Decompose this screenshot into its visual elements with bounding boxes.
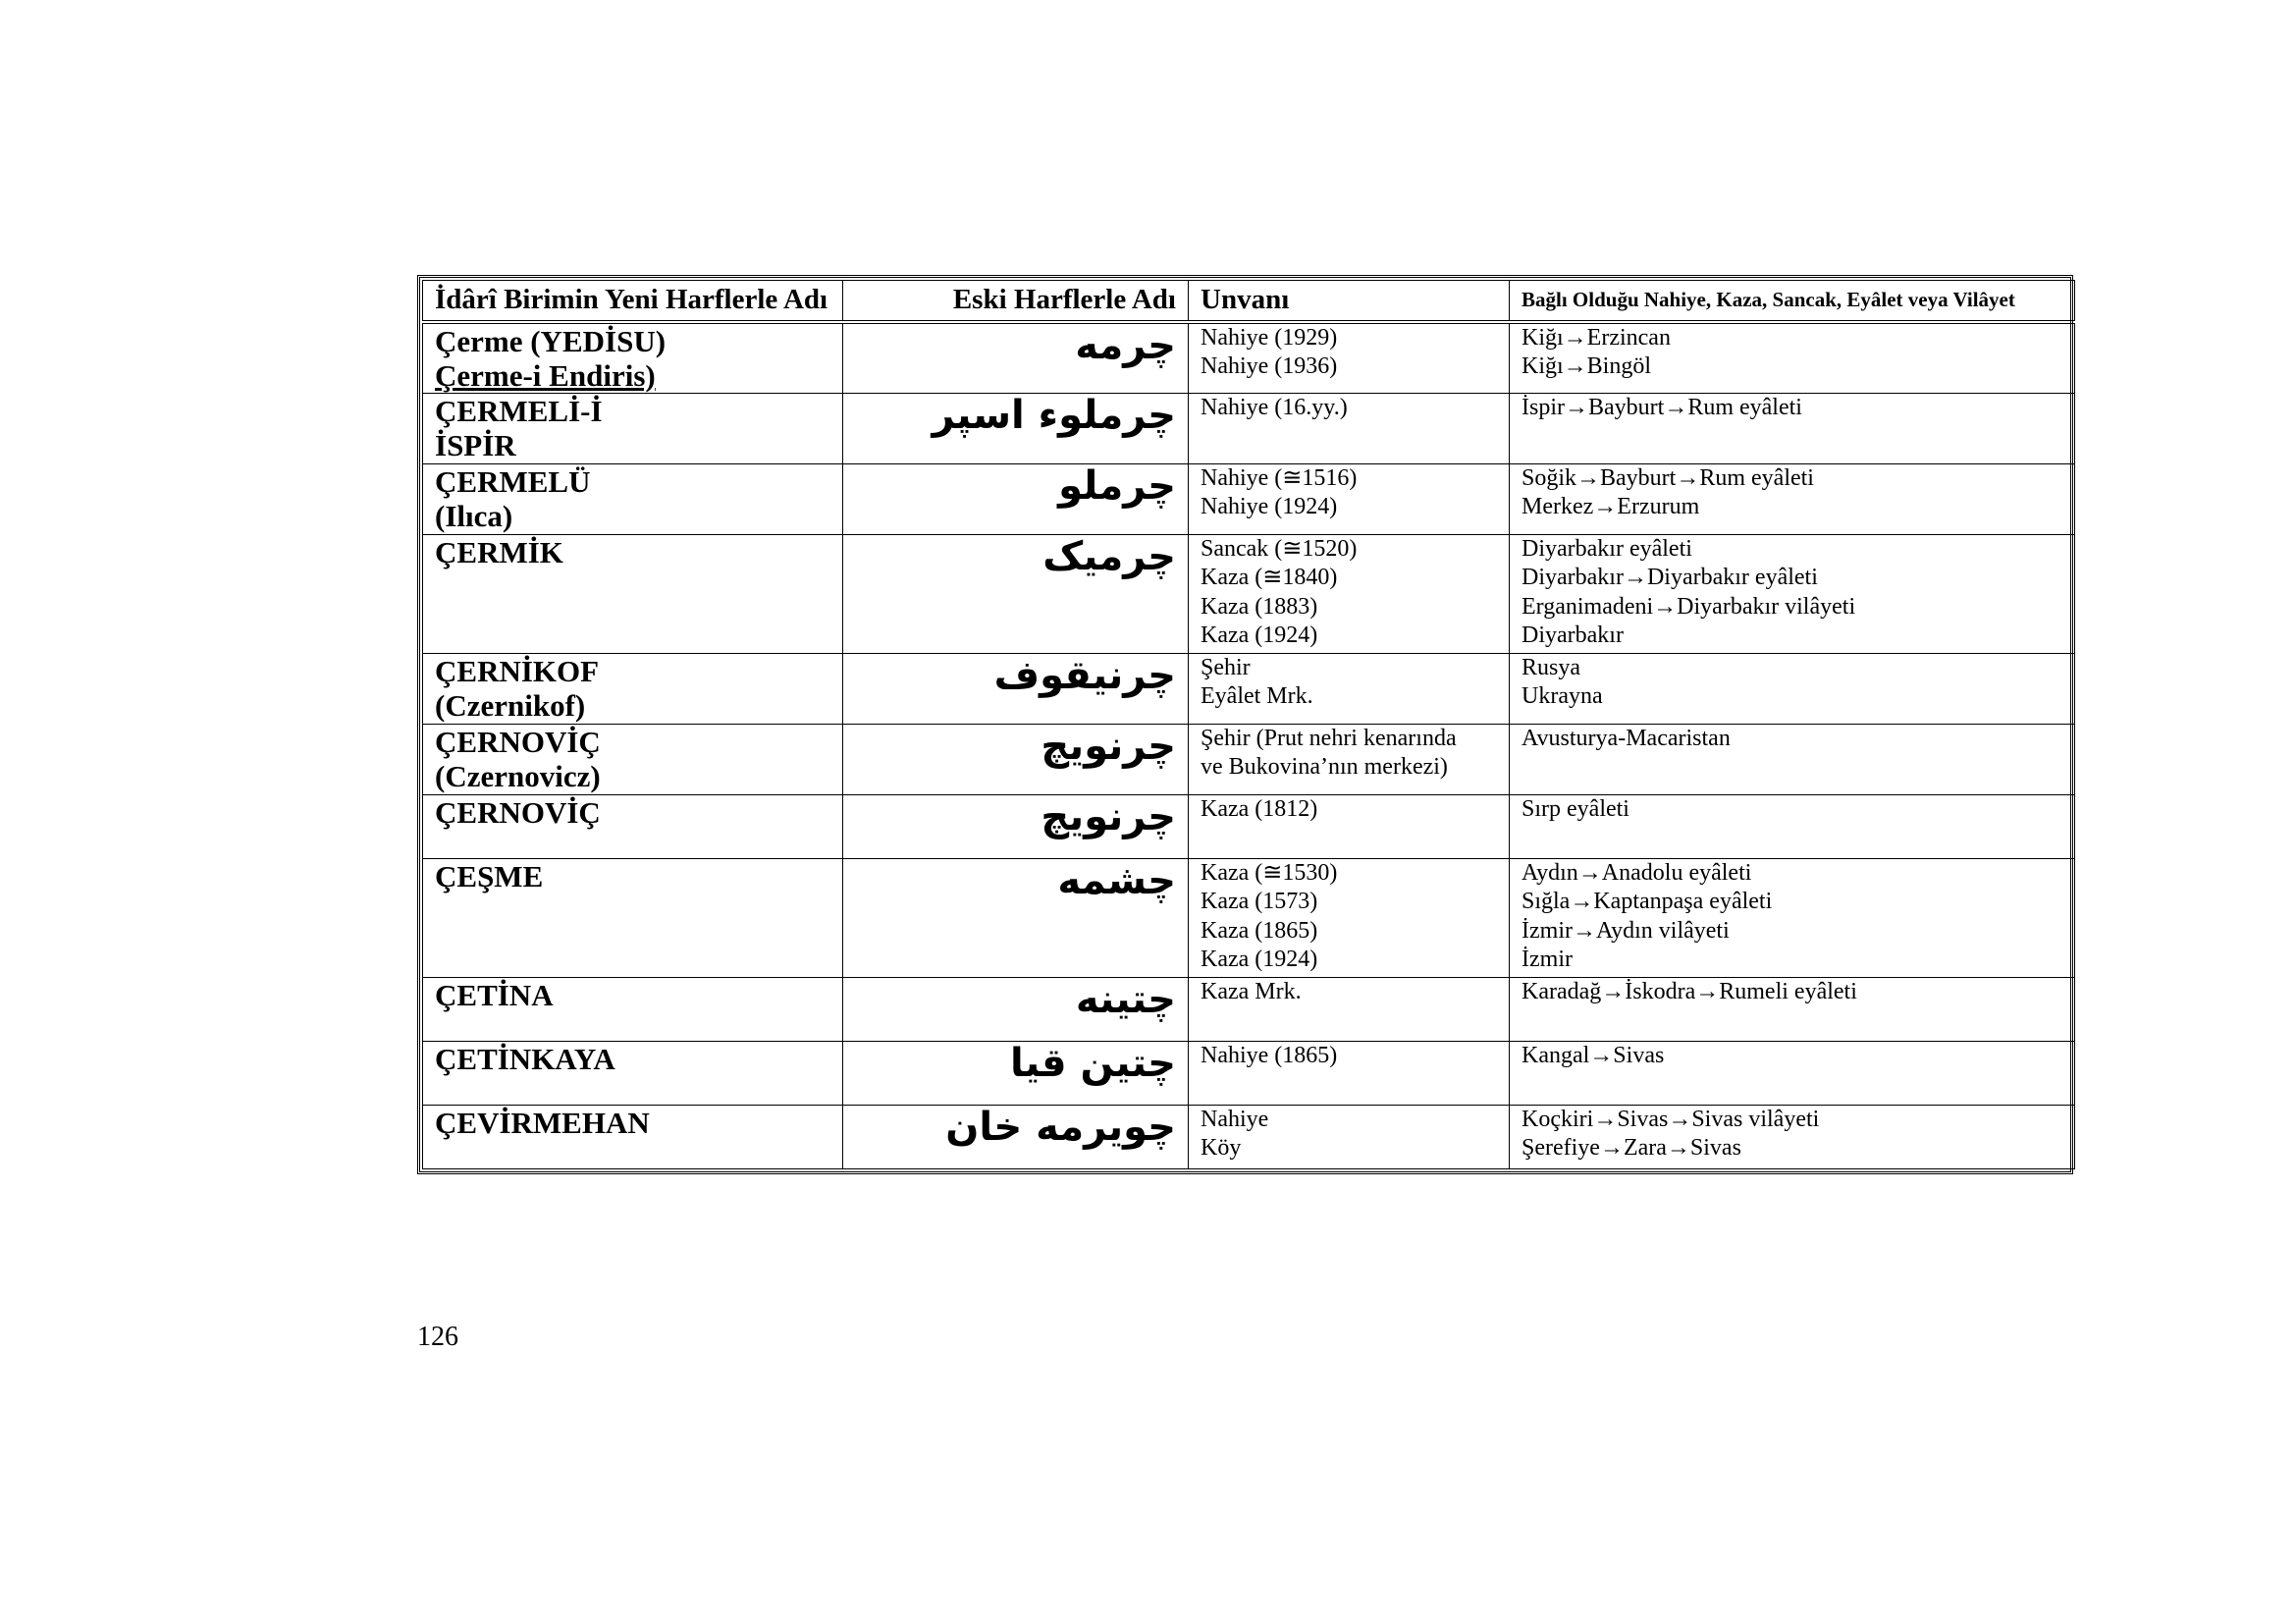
ottoman-script-name: چرنویچ bbox=[1041, 793, 1176, 839]
cell-old-name bbox=[843, 1105, 1189, 1168]
cell-new-name bbox=[423, 794, 843, 858]
name-line: ÇERNOVİÇ bbox=[435, 724, 601, 759]
cell-parent bbox=[1510, 794, 2075, 858]
cell-parent bbox=[1510, 653, 2075, 724]
cell-parent bbox=[1510, 534, 2075, 653]
title-line: Nahiye (1929) bbox=[1201, 324, 1338, 351]
cell-title bbox=[1189, 653, 1510, 724]
title-line: Nahiye (1936) bbox=[1201, 353, 1338, 379]
title-line: Şehir (Prut nehri kenarında bbox=[1201, 725, 1457, 751]
cell-parent bbox=[1510, 1105, 2075, 1168]
ottoman-script-name: چرمه bbox=[1075, 322, 1176, 368]
parent-line: Kiğı→Bingöl bbox=[1522, 353, 1652, 379]
name-line: İSPİR bbox=[435, 427, 516, 462]
cell-new-name bbox=[423, 724, 843, 794]
title-line: Sancak (≅1520) bbox=[1201, 535, 1358, 562]
table-row bbox=[423, 1041, 2075, 1105]
cell-new-name bbox=[423, 322, 843, 394]
title-line: Kaza (1865) bbox=[1201, 917, 1318, 944]
parent-line: İzmir→Aydın vilâyeti bbox=[1522, 917, 1730, 944]
title-line: ve Bukovina’nın merkezi) bbox=[1201, 754, 1448, 780]
cell-old-name bbox=[843, 653, 1189, 724]
cell-new-name bbox=[423, 463, 843, 534]
name-line: (Czernovicz) bbox=[435, 758, 601, 793]
name-line: ÇERNOVİÇ bbox=[435, 794, 601, 830]
cell-title bbox=[1189, 534, 1510, 653]
title-line: Kaza (1812) bbox=[1201, 795, 1318, 822]
title-line: Kaza (1924) bbox=[1201, 947, 1318, 972]
parent-line: Diyarbakır→Diyarbakır eyâleti bbox=[1522, 565, 1818, 590]
header-old-name: Eski Harflerle Adı bbox=[843, 281, 1189, 322]
cell-old-name bbox=[843, 794, 1189, 858]
name-line: ÇETİNA bbox=[435, 977, 554, 1012]
cell-title bbox=[1189, 463, 1510, 534]
title-line: Kaza (≅1840) bbox=[1201, 565, 1338, 590]
title-line: Köy bbox=[1201, 1135, 1242, 1161]
ottoman-script-name: چویرمه خان bbox=[945, 1104, 1176, 1150]
gazetteer-table-frame bbox=[417, 275, 2073, 1174]
name-line: (Ilıca) bbox=[435, 498, 513, 533]
parent-line: Şerefiye→Zara→Sivas bbox=[1522, 1135, 1741, 1161]
name-line: ÇERMELÜ bbox=[435, 463, 591, 499]
cell-title bbox=[1189, 1041, 1510, 1105]
parent-line: Aydın→Anadolu eyâleti bbox=[1522, 859, 1752, 886]
name-line: ÇERMELİ-İ bbox=[435, 393, 603, 428]
cell-title bbox=[1189, 393, 1510, 463]
parent-line: Sığla→Kaptanpaşa eyâleti bbox=[1522, 889, 1773, 914]
header-new-name: İdârî Birimin Yeni Harflerle Adı bbox=[423, 281, 843, 322]
parent-line: Karadağ→İskodra→Rumeli eyâleti bbox=[1522, 978, 1857, 1004]
name-line: ÇERNİKOF bbox=[435, 653, 600, 688]
cell-old-name bbox=[843, 463, 1189, 534]
cell-new-name bbox=[423, 393, 843, 463]
name-line: ÇEVİRMEHAN bbox=[435, 1105, 650, 1140]
table-row bbox=[423, 794, 2075, 858]
ottoman-script-name: چرنیقوف bbox=[993, 652, 1176, 698]
cell-old-name bbox=[843, 534, 1189, 653]
cell-old-name bbox=[843, 858, 1189, 977]
table-header-row bbox=[423, 281, 2075, 322]
cell-title bbox=[1189, 977, 1510, 1041]
parent-line: Erganimadeni→Diyarbakır vilâyeti bbox=[1522, 593, 1856, 620]
cell-old-name bbox=[843, 977, 1189, 1041]
title-line: Şehir bbox=[1201, 654, 1251, 680]
cell-parent bbox=[1510, 1041, 2075, 1105]
cell-parent bbox=[1510, 724, 2075, 794]
cell-parent bbox=[1510, 977, 2075, 1041]
name-line: (Czernikof) bbox=[435, 687, 586, 723]
header-parent: Bağlı Olduğu Nahiye, Kaza, Sancak, Eyâlet veya Vilâyet bbox=[1510, 281, 2075, 322]
cell-new-name bbox=[423, 977, 843, 1041]
cell-new-name bbox=[423, 1041, 843, 1105]
table-row bbox=[423, 653, 2075, 724]
parent-line: Soğik→Bayburt→Rum eyâleti bbox=[1522, 464, 1814, 491]
name-line: ÇERMİK bbox=[435, 534, 563, 569]
table-row bbox=[423, 463, 2075, 534]
ottoman-script-name: چتینه bbox=[1075, 976, 1176, 1022]
ottoman-script-name: چرملو bbox=[1058, 462, 1176, 509]
name-line: Çerme-i Endiris) bbox=[435, 357, 656, 393]
name-line: ÇEŞME bbox=[435, 858, 544, 893]
title-line: Nahiye bbox=[1201, 1106, 1269, 1132]
parent-line: Ukrayna bbox=[1522, 683, 1603, 709]
cell-old-name bbox=[843, 322, 1189, 394]
cell-new-name bbox=[423, 534, 843, 653]
cell-title bbox=[1189, 322, 1510, 394]
cell-title bbox=[1189, 794, 1510, 858]
page-number: 126 bbox=[417, 1322, 458, 1352]
cell-old-name bbox=[843, 1041, 1189, 1105]
cell-title bbox=[1189, 858, 1510, 977]
parent-line: İzmir bbox=[1522, 947, 1573, 972]
cell-title bbox=[1189, 1105, 1510, 1168]
parent-line: Merkez→Erzurum bbox=[1522, 494, 1700, 519]
cell-new-name bbox=[423, 1105, 843, 1168]
parent-line: Sırp eyâleti bbox=[1522, 795, 1629, 822]
title-line: Kaza Mrk. bbox=[1201, 978, 1302, 1004]
name-line: ÇETİNKAYA bbox=[435, 1041, 615, 1076]
gazetteer-table bbox=[422, 280, 2075, 1169]
ottoman-script-name: چرنویچ bbox=[1041, 723, 1176, 769]
title-line: Nahiye (16.yy.) bbox=[1201, 394, 1348, 420]
cell-new-name bbox=[423, 653, 843, 724]
table-row bbox=[423, 858, 2075, 977]
cell-parent bbox=[1510, 322, 2075, 394]
parent-line: Avusturya-Macaristan bbox=[1522, 725, 1731, 751]
ottoman-script-name: چتین قیا bbox=[1010, 1040, 1176, 1086]
cell-old-name bbox=[843, 724, 1189, 794]
parent-line: Rusya bbox=[1522, 654, 1580, 680]
header-title: Unvanı bbox=[1189, 281, 1510, 322]
title-line: Kaza (1924) bbox=[1201, 623, 1318, 648]
table-row bbox=[423, 393, 2075, 463]
ottoman-script-name: چرملوء اسپر bbox=[932, 392, 1176, 438]
ottoman-script-name: چشمه bbox=[1057, 857, 1176, 903]
title-line: Kaza (1573) bbox=[1201, 889, 1318, 914]
title-line: Nahiye (≅1516) bbox=[1201, 464, 1358, 491]
parent-line: Diyarbakır bbox=[1522, 623, 1624, 648]
parent-line: İspir→Bayburt→Rum eyâleti bbox=[1522, 394, 1802, 420]
cell-new-name bbox=[423, 858, 843, 977]
cell-old-name bbox=[843, 393, 1189, 463]
name-line: Çerme (YEDİSU) bbox=[435, 323, 667, 358]
parent-line: Koçkiri→Sivas→Sivas vilâyeti bbox=[1522, 1106, 1820, 1132]
title-line: Nahiye (1865) bbox=[1201, 1042, 1338, 1068]
cell-title bbox=[1189, 724, 1510, 794]
cell-parent bbox=[1510, 463, 2075, 534]
table-row bbox=[423, 534, 2075, 653]
parent-line: Kangal→Sivas bbox=[1522, 1042, 1665, 1068]
title-line: Kaza (≅1530) bbox=[1201, 859, 1338, 886]
parent-line: Kiğı→Erzincan bbox=[1522, 324, 1671, 351]
cell-parent bbox=[1510, 858, 2075, 977]
table-row bbox=[423, 322, 2075, 394]
title-line: Nahiye (1924) bbox=[1201, 494, 1338, 519]
table-row bbox=[423, 724, 2075, 794]
cell-parent bbox=[1510, 393, 2075, 463]
title-line: Kaza (1883) bbox=[1201, 593, 1318, 620]
ottoman-script-name: چرمیک bbox=[1042, 533, 1176, 579]
table-row bbox=[423, 1105, 2075, 1168]
title-line: Eyâlet Mrk. bbox=[1201, 683, 1313, 709]
table-row bbox=[423, 977, 2075, 1041]
parent-line: Diyarbakır eyâleti bbox=[1522, 535, 1692, 562]
